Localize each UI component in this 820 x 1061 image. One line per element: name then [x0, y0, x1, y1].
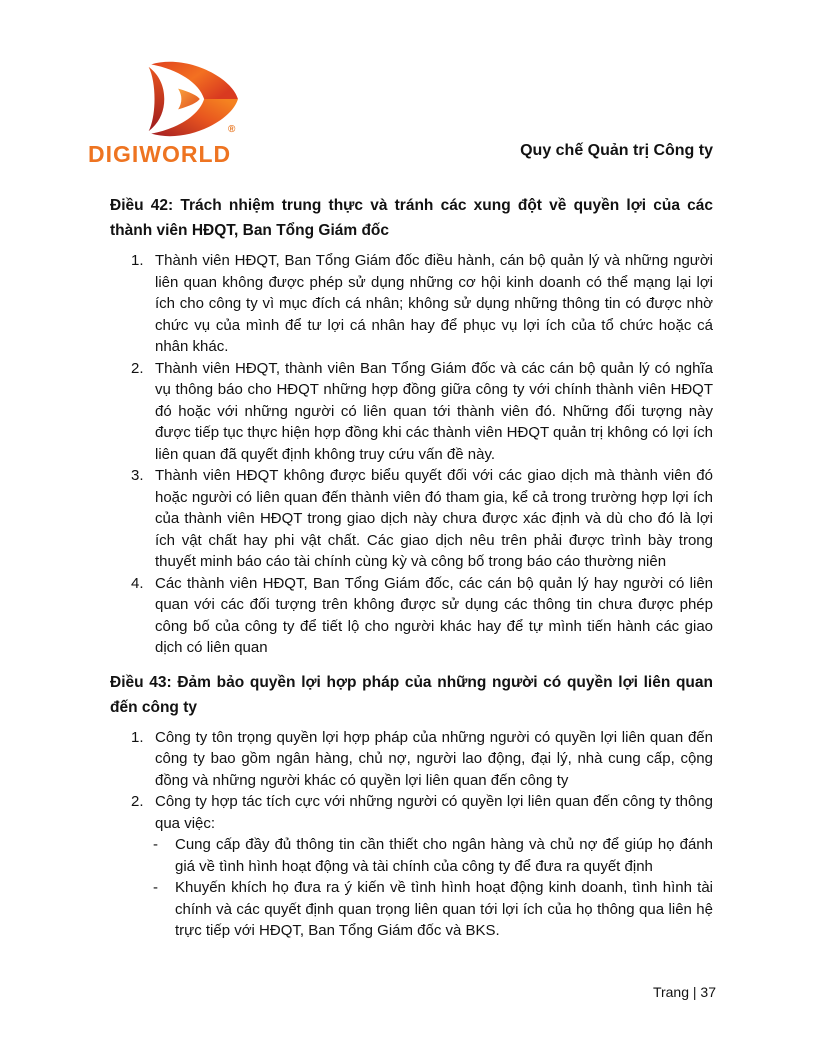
list-item: [110, 791, 713, 834]
list-item-number: 2.: [131, 793, 144, 810]
list-item: [110, 465, 713, 573]
list-item-text: Thành viên HĐQT, Ban Tổng Giám đốc điều hành, cán bộ quản lý và những người liên quan không được phép sử dụng những cơ hội kinh doanh có thể mạng lại lợi ích cho công ty vì mục đích cá nhân; không sử dụng những thông tin có được nhờ chức vụ của mình để tư lợi cá nhân hay để phục vụ lợi ích của tổ chức hoặc cá nhân khác.: [155, 252, 713, 355]
logo-wordmark: DIGIWORLD: [88, 141, 232, 167]
sub-list-item-text: Cung cấp đầy đủ thông tin cần thiết cho ngân hàng và chủ nợ để giúp họ đánh giá về tình hình hoạt động và tài chính của công ty để đưa ra quyết định: [175, 836, 713, 875]
page-number: Trang | 37: [652, 984, 716, 1000]
list-item-text: Công ty tôn trọng quyền lợi hợp pháp của những người có quyền lợi liên quan đến công ty bao gồm ngân hàng, chủ nợ, người lao động, đại lý, nhà cung cấp, cộng đồng và những người khác có quyền lợi liên quan đến công ty: [155, 728, 713, 789]
document-body: [110, 193, 713, 942]
registered-trademark-icon: ®: [228, 124, 236, 135]
list-item-number: 2.: [131, 359, 144, 377]
dash-bullet: -: [153, 836, 158, 853]
sub-list-item: [110, 834, 713, 877]
list-item: [110, 573, 713, 659]
document-header-title: Quy chế Quản trị Công ty: [520, 142, 713, 159]
dash-bullet: -: [153, 879, 158, 896]
list-item-text: Công ty hợp tác tích cực với những người có quyền lợi liên quan đến công ty thông qua việc:: [155, 793, 713, 832]
sub-list-item: [110, 877, 713, 942]
list-item-number: 4.: [131, 574, 144, 592]
list-item: [110, 250, 713, 358]
list-item: [110, 358, 713, 466]
list-item-text: Thành viên HĐQT không được biểu quyết đối với các giao dịch mà thành viên đó hoặc người có liên quan đến thành viên đó tham gia, kể cả trong trường hợp lợi ích của thành viên HĐQT trong giao dịch này chưa được xác định và dù cho đó là lợi ích vật chất hay phi vật chất. Các giao dịch nêu trên phải được trình bày trong thuyết minh báo cáo tài chính cùng kỳ và công bố trong báo cáo thường niên: [155, 467, 713, 570]
sub-list-item-text: Khuyến khích họ đưa ra ý kiến về tình hình hoạt động kinh doanh, tình hình tài chính và các quyết định quan trọng liên quan tới lợi ích của họ thông qua liên hệ trực tiếp với HĐQT, Ban Tổng Giám đốc và BKS.: [175, 879, 713, 939]
list-item-number: 1.: [131, 252, 144, 269]
list-item: [110, 727, 713, 792]
section-title-dieu-42: Điều 42: Trách nhiệm trung thực và tránh các xung đột về quyền lợi của các thành viên HĐQT, Ban Tổng Giám đốc: [110, 197, 713, 239]
list-item-number: 3.: [131, 467, 144, 484]
list-item-number: 1.: [131, 728, 144, 746]
list-item-text: Thành viên HĐQT, thành viên Ban Tổng Giám đốc và các cán bộ quản lý có nghĩa vụ thông báo cho HĐQT những hợp đồng giữa công ty với chính thành viên HĐQT đó hoặc với những người có liên quan tới thành viên đó. Những đối tượng này được tiếp tục thực hiện hợp đồng khi các thành viên HĐQT quản trị không có lợi ích liên quan đã quyết định không truy cứu vấn đề này.: [155, 359, 713, 463]
section-title-dieu-43: Điều 43: Đảm bảo quyền lợi hợp pháp của những người có quyền lợi liên quan đến công ty: [110, 673, 713, 716]
list-item-text: Các thành viên HĐQT, Ban Tổng Giám đốc, các cán bộ quản lý hay người có liên quan với các đối tượng trên không được sử dụng các thông tin chưa được phép công bố của công ty để tiết lộ cho người khác hay để tự mình tiến hành các giao dịch có liên quan: [155, 574, 713, 656]
digiworld-logo: [88, 60, 263, 170]
